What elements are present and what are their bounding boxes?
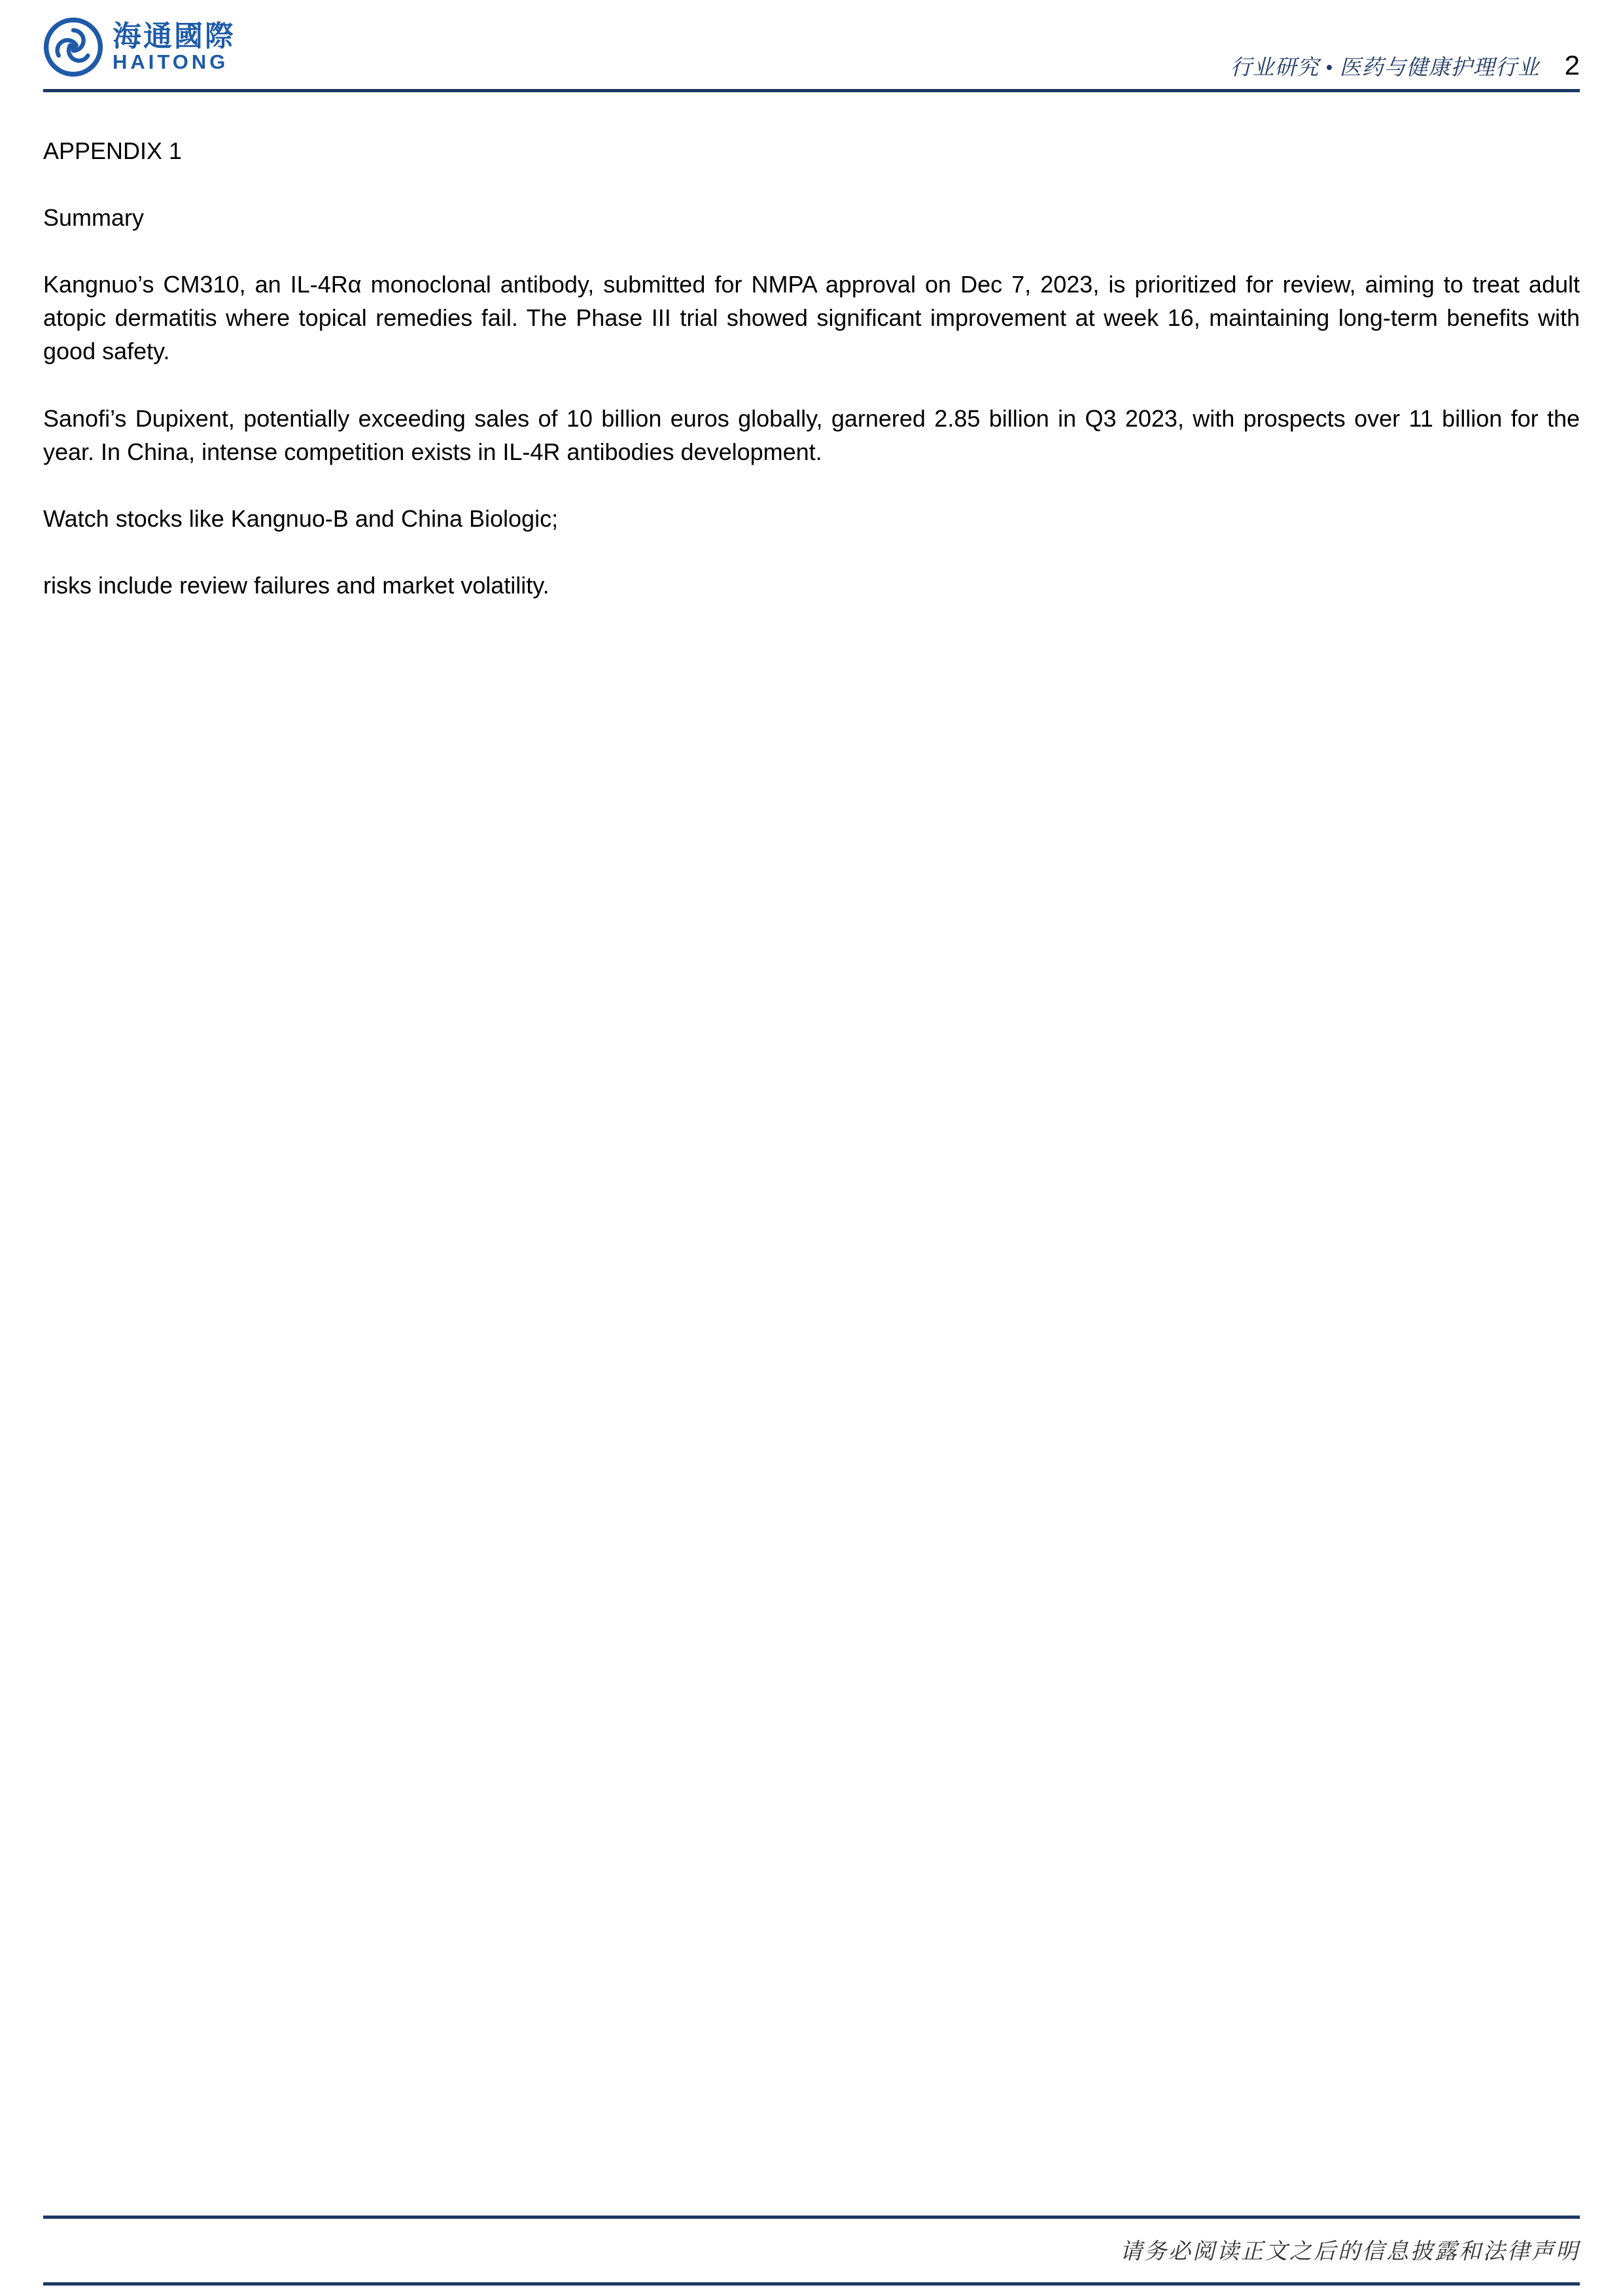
logo-text [113, 22, 236, 73]
logo-latin-text: HAITONG [113, 50, 229, 73]
paragraph: risks include review failures and market volatility. [43, 571, 550, 599]
document-body [43, 134, 1580, 635]
paragraph: Watch stocks like Kangnuo-B and China Biologic; [43, 504, 559, 532]
footer-rule-top [43, 2216, 1580, 2219]
footer-disclaimer: 请务必阅读正文之后的信息披露和法律声明 [1120, 2240, 1580, 2264]
appendix-heading: APPENDIX 1 [43, 137, 183, 164]
page-header [43, 17, 1580, 85]
header-meta [1230, 50, 1580, 85]
paragraph: Kangnuo’s CM310, an IL-4Rα monoclonal antibody, submitted for NMPA approval on Dec 7, 2023, is prioritized for review, aiming to treat adult atopic dermatitis where topical remedies fail. The Phase III trial showed significant improvement at week 16, maintaining long-term benefits with good safety. [43, 271, 1580, 365]
haitong-logo [43, 17, 236, 77]
page-footer [43, 2216, 1580, 2286]
paragraph: Sanofi’s Dupixent, potentially exceeding sales of 10 billion euros globally, garnered 2.85 billion in Q3 2023, with prospects over 11 billion for the year. In China, intense competition exists in IL-4R antibodies development. [43, 404, 1580, 465]
logo-chinese-text: 海通國際 [113, 20, 236, 52]
haitong-logo-icon [43, 17, 103, 77]
summary-heading: Summary [43, 204, 145, 232]
page-number: 2 [1564, 50, 1580, 80]
report-category: 行业研究 • 医药与健康护理行业 [1230, 56, 1540, 80]
footer-rule-bottom [43, 2282, 1580, 2286]
header-rule [43, 89, 1580, 92]
